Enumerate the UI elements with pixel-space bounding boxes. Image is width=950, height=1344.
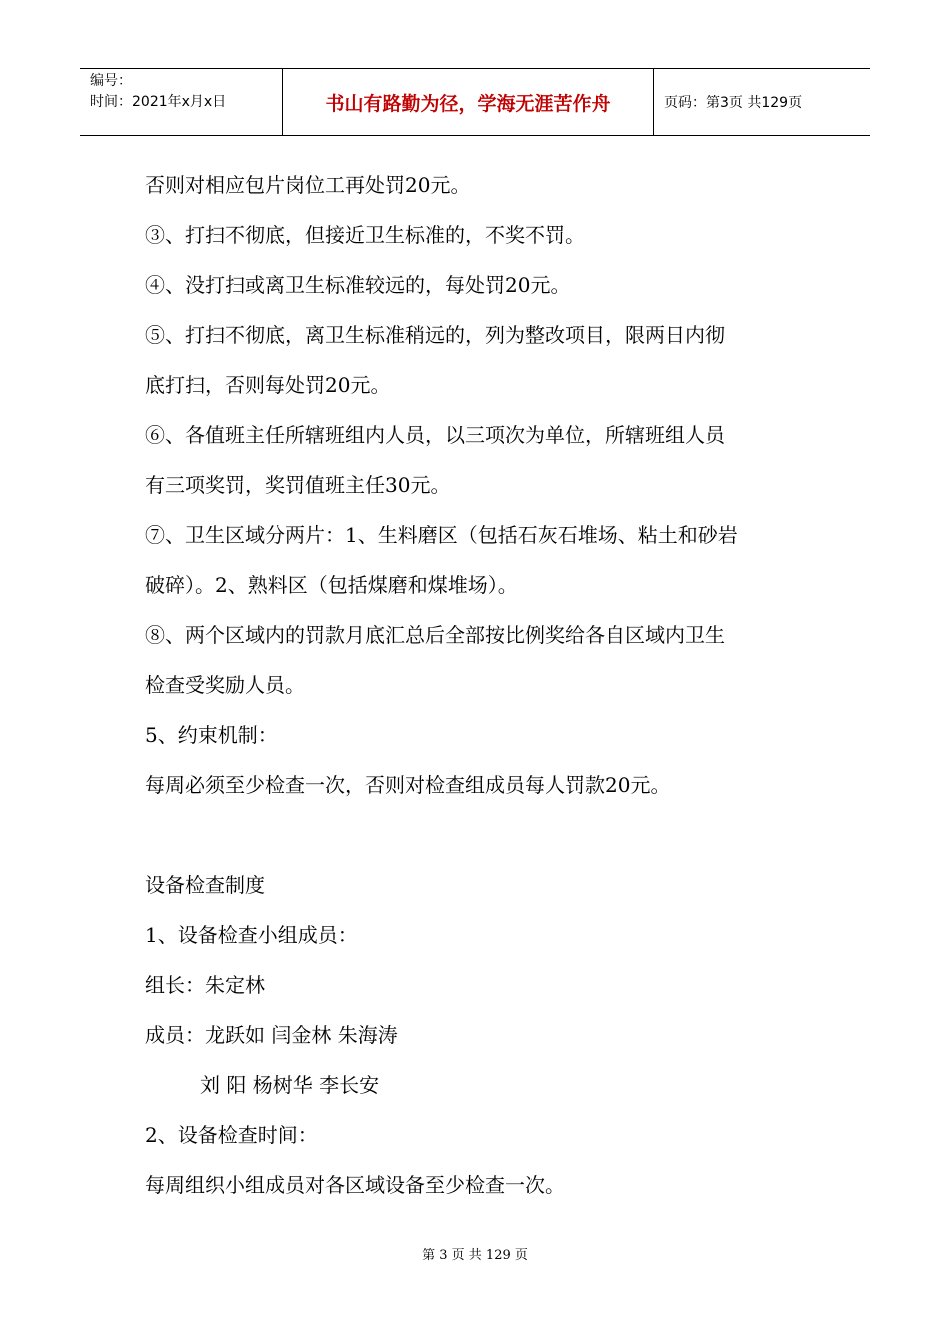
body-line: 组长：朱定林 bbox=[145, 973, 265, 997]
section-heading: 2、设备检查时间： bbox=[145, 1123, 318, 1147]
document-number-label: 编号： bbox=[90, 73, 132, 89]
blank-line bbox=[145, 810, 825, 860]
document-time-label: 时间：2021年x月x日 bbox=[90, 94, 227, 110]
section-heading: 1、设备检查小组成员： bbox=[145, 923, 358, 947]
header-motto-cell bbox=[282, 69, 654, 135]
body-line: 否则对相应包片岗位工再处罚20元。 bbox=[145, 173, 471, 197]
body-line: ⑥、各值班主任所辖班组内人员，以三项次为单位，所辖班组人员 bbox=[145, 423, 725, 447]
page-footer: 第 3 页 共 129 页 bbox=[422, 1248, 528, 1263]
body-line: ③、打扫不彻底，但接近卫生标准的，不奖不罚。 bbox=[145, 223, 585, 247]
header-page-cell bbox=[654, 69, 870, 135]
body-line: ④、没打扫或离卫生标准较远的，每处罚20元。 bbox=[145, 273, 571, 297]
header-meta bbox=[80, 69, 282, 135]
body-line: ⑧、两个区域内的罚款月底汇总后全部按比例奖给各自区域内卫生 bbox=[145, 623, 725, 647]
body-line: 有三项奖罚，奖罚值班主任30元。 bbox=[145, 473, 451, 497]
section-title: 设备检查制度 bbox=[145, 873, 265, 897]
body-line: ⑤、打扫不彻底，离卫生标准稍远的，列为整改项目，限两日内彻 bbox=[145, 323, 725, 347]
body-line: ⑦、卫生区域分两片：1、生料磨区（包括石灰石堆场、粘土和砂岩 bbox=[145, 523, 738, 547]
body-line: 破碎）。2、熟料区（包括煤磨和煤堆场）。 bbox=[145, 573, 518, 597]
section-heading: 5、约束机制： bbox=[145, 723, 278, 747]
body-line: 刘 阳 杨树华 李长安 bbox=[200, 1073, 380, 1097]
document-header bbox=[80, 68, 870, 136]
body-line: 每周组织小组成员对各区域设备至少检查一次。 bbox=[145, 1173, 565, 1197]
body-line: 检查受奖励人员。 bbox=[145, 673, 305, 697]
header-page-info: 页码：第3页 共129页 bbox=[664, 95, 803, 111]
body-line: 每周必须至少检查一次，否则对检查组成员每人罚款20元。 bbox=[145, 773, 671, 797]
body-line: 成员：龙跃如 闫金林 朱海涛 bbox=[145, 1023, 398, 1047]
document-body bbox=[145, 160, 825, 1210]
body-line: 底打扫，否则每处罚20元。 bbox=[145, 373, 391, 397]
header-motto: 书山有路勤为径，学海无涯苦作舟 bbox=[325, 92, 611, 115]
